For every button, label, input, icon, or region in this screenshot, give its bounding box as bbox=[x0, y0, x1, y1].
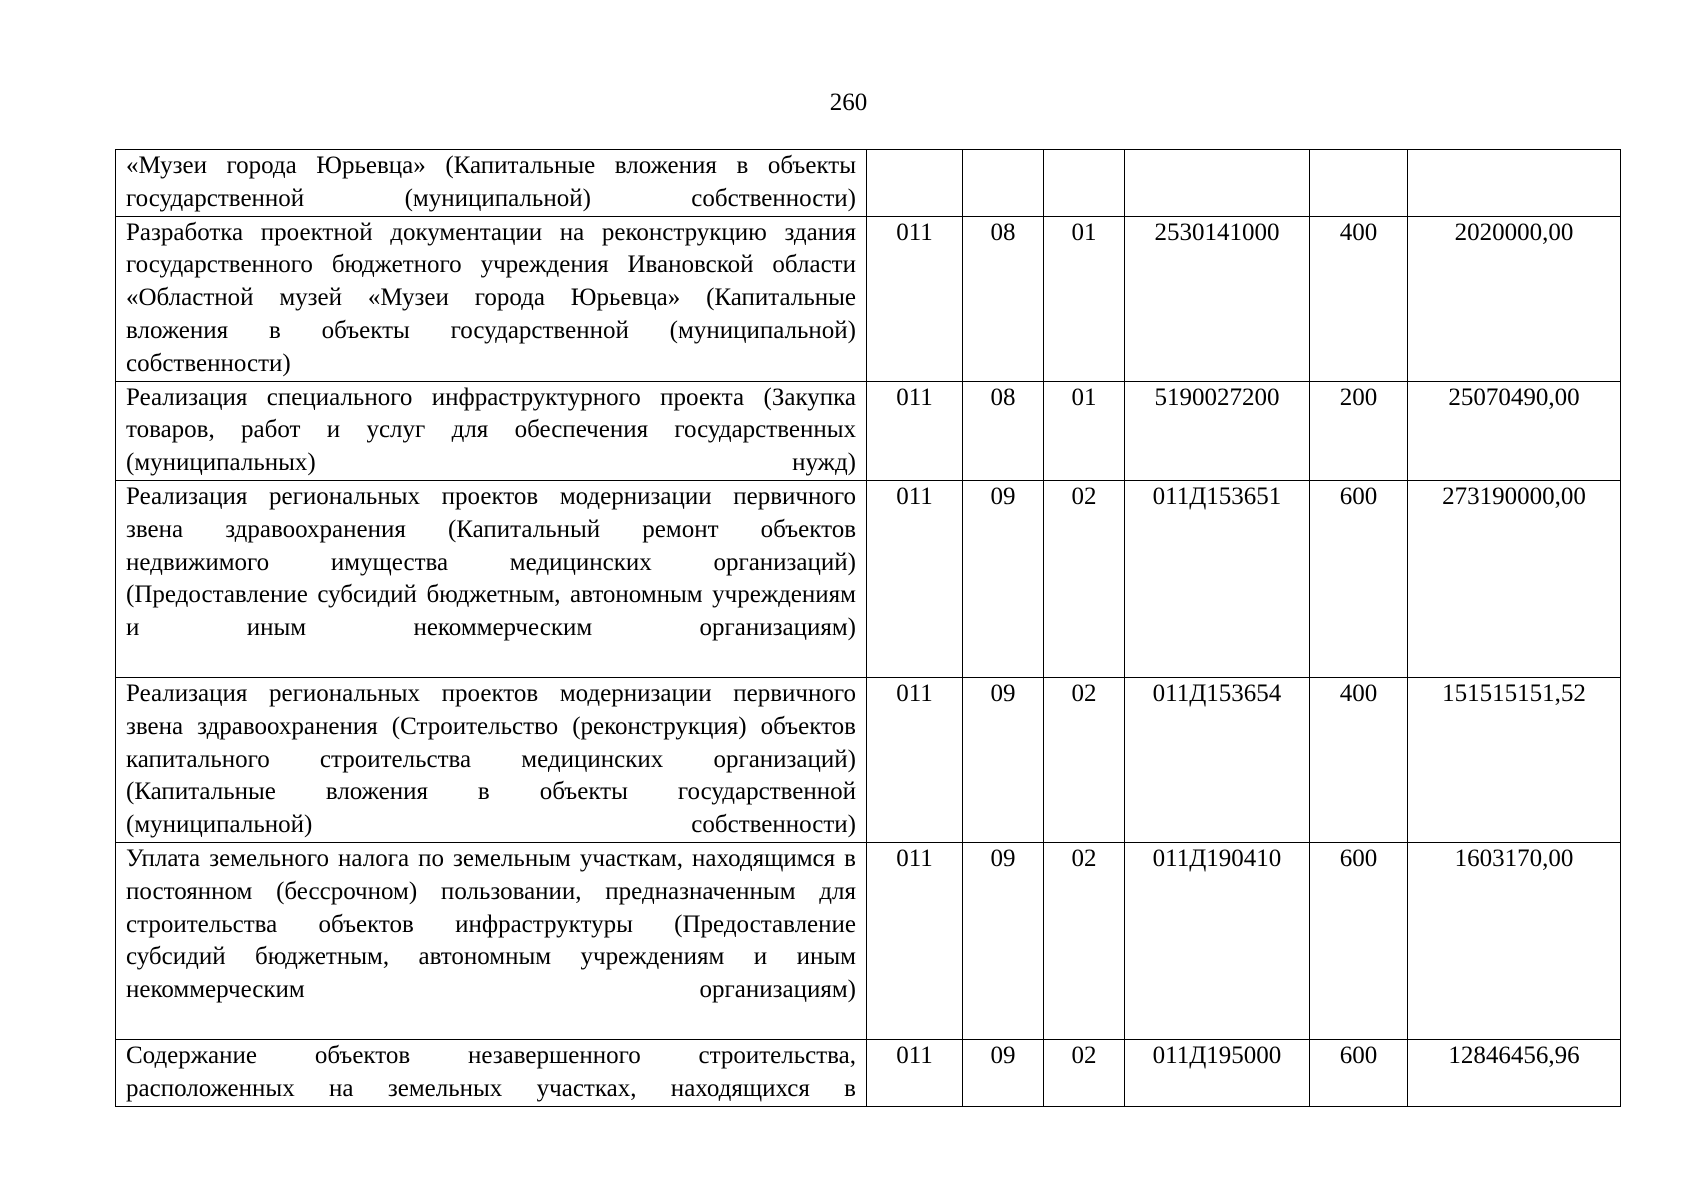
subsection-code: 01 bbox=[1044, 216, 1125, 381]
subsection-code bbox=[1044, 150, 1125, 217]
amount-value: 1603170,00 bbox=[1408, 842, 1621, 1039]
ministry-code: 011 bbox=[867, 216, 963, 381]
table-row bbox=[116, 381, 1621, 480]
section-code bbox=[963, 150, 1044, 217]
ministry-code: 011 bbox=[867, 480, 963, 677]
table-row bbox=[116, 1039, 1621, 1106]
section-code: 09 bbox=[963, 1039, 1044, 1106]
subsection-code: 02 bbox=[1044, 842, 1125, 1039]
amount-value: 12846456,96 bbox=[1408, 1039, 1621, 1106]
table-row bbox=[116, 677, 1621, 842]
target-article-code: 5190027200 bbox=[1125, 381, 1310, 480]
budget-table bbox=[115, 149, 1621, 1107]
row-description: Реализация специального инфраструктурного проекта (Закупка товаров, работ и услуг для обеспечения государственных (муниципальных) нужд) bbox=[116, 381, 867, 480]
section-code: 09 bbox=[963, 677, 1044, 842]
table-row bbox=[116, 842, 1621, 1039]
target-article-code bbox=[1125, 150, 1310, 217]
subsection-code: 02 bbox=[1044, 677, 1125, 842]
expense-type-code: 200 bbox=[1310, 381, 1408, 480]
ministry-code: 011 bbox=[867, 381, 963, 480]
amount-value: 273190000,00 bbox=[1408, 480, 1621, 677]
amount-value bbox=[1408, 150, 1621, 217]
row-description: Реализация региональных проектов модернизации первичного звена здравоохранения (Строительство (реконструкция) объектов капитального строительства медицинских организаций) (Капитальные вложения в объекты государственной (муниципальной) собственности) bbox=[116, 677, 867, 842]
target-article-code: 2530141000 bbox=[1125, 216, 1310, 381]
table-row bbox=[116, 480, 1621, 677]
section-code: 09 bbox=[963, 480, 1044, 677]
expense-type-code: 600 bbox=[1310, 842, 1408, 1039]
table-row bbox=[116, 216, 1621, 381]
page-number: 260 bbox=[829, 89, 868, 116]
section-code: 08 bbox=[963, 381, 1044, 480]
ministry-code: 011 bbox=[867, 842, 963, 1039]
target-article-code: 011Д195000 bbox=[1125, 1039, 1310, 1106]
expense-type-code: 600 bbox=[1310, 1039, 1408, 1106]
target-article-code: 011Д153654 bbox=[1125, 677, 1310, 842]
amount-value: 2020000,00 bbox=[1408, 216, 1621, 381]
subsection-code: 01 bbox=[1044, 381, 1125, 480]
row-description: Содержание объектов незавершенного строительства, расположенных на земельных участках, находящихся в bbox=[116, 1039, 867, 1106]
section-code: 08 bbox=[963, 216, 1044, 381]
ministry-code: 011 bbox=[867, 677, 963, 842]
target-article-code: 011Д153651 bbox=[1125, 480, 1310, 677]
target-article-code: 011Д190410 bbox=[1125, 842, 1310, 1039]
row-description: Реализация региональных проектов модернизации первичного звена здравоохранения (Капитальный ремонт объектов недвижимого имущества медицинских организаций) (Предоставление субсидий бюджетным, автономным учреждениям и иным некоммерческим организациям) bbox=[116, 480, 867, 677]
section-code: 09 bbox=[963, 842, 1044, 1039]
subsection-code: 02 bbox=[1044, 480, 1125, 677]
table-body bbox=[116, 150, 1621, 1107]
amount-value: 25070490,00 bbox=[1408, 381, 1621, 480]
row-description: «Музеи города Юрьевца» (Капитальные вложения в объекты государственной (муниципальной) собственности) bbox=[116, 150, 867, 217]
expense-type-code: 400 bbox=[1310, 677, 1408, 842]
row-description: Разработка проектной документации на реконструкцию здания государственного бюджетного учреждения Ивановской области «Областной музей «Музеи города Юрьевца» (Капитальные вложения в объекты государственной (муниципальной) собственности) bbox=[116, 216, 867, 381]
subsection-code: 02 bbox=[1044, 1039, 1125, 1106]
expense-type-code: 400 bbox=[1310, 216, 1408, 381]
expense-type-code: 600 bbox=[1310, 480, 1408, 677]
amount-value: 151515151,52 bbox=[1408, 677, 1621, 842]
table-row bbox=[116, 150, 1621, 217]
row-description: Уплата земельного налога по земельным участкам, находящимся в постоянном (бессрочном) пользовании, предназначенным для строительства объектов инфраструктуры (Предоставление субсидий бюджетным, автономным учреждениям и иным некоммерческим организациям) bbox=[116, 842, 867, 1039]
expense-type-code bbox=[1310, 150, 1408, 217]
ministry-code: 011 bbox=[867, 1039, 963, 1106]
ministry-code bbox=[867, 150, 963, 217]
